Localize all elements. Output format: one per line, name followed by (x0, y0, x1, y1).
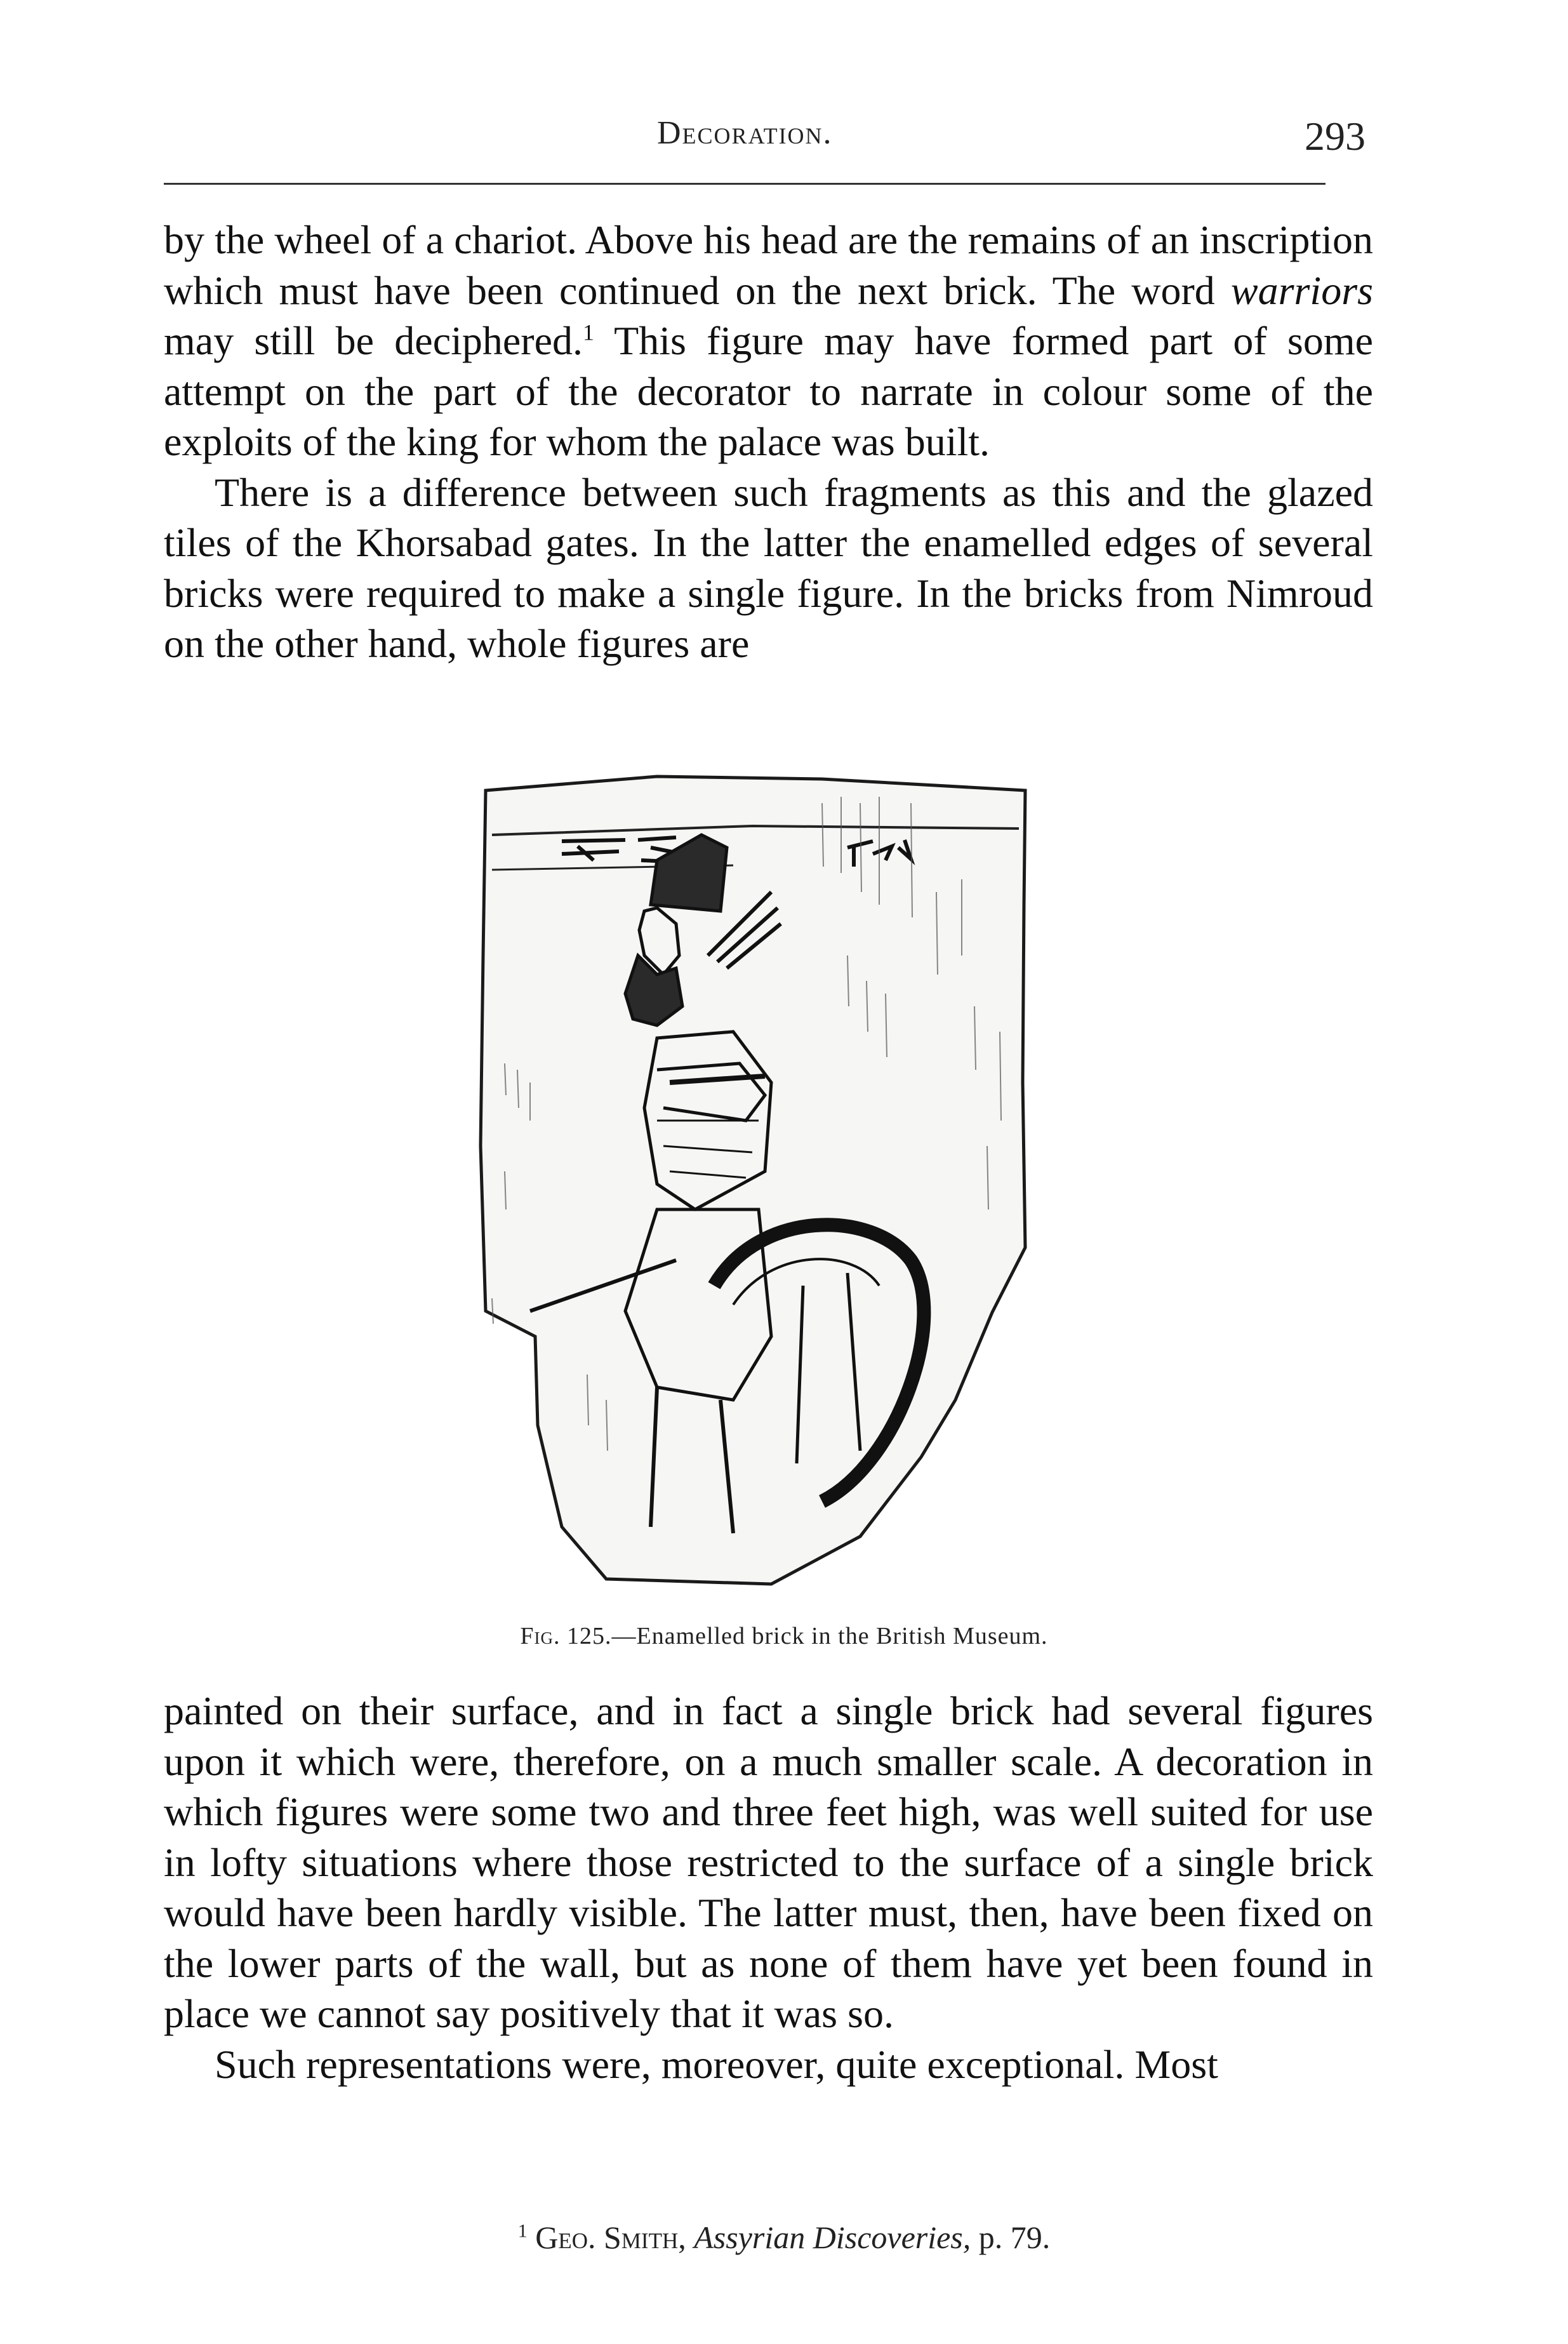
italic-word: warriors (1230, 267, 1373, 313)
footnote-title: Assyrian Discoveries, (694, 2220, 971, 2255)
paragraph: Such representations were, moreover, quite exceptional. Most (215, 2041, 1218, 2087)
caption-text: —Enamelled brick in the British Museum. (611, 1623, 1048, 1649)
paragraph-text: may still be deciphered. (164, 318, 583, 363)
footnote-author: Geo. Smith, (535, 2220, 686, 2255)
caption-label: Fig. 125. (520, 1623, 612, 1649)
figure-caption (0, 1622, 1568, 1650)
brick-outline (481, 776, 1025, 1584)
running-head (657, 114, 833, 152)
paragraph-text: This figure may have formed part of some attempt on the part of the decorator to narrate in colour some of the exploits of the king for whom the palace was built. (164, 318, 1374, 464)
paragraph-text: by the wheel of a chariot. Above his head are the remains of an inscription which must have been continued on the next brick. The word (164, 217, 1373, 313)
footnote-marker: 1 (517, 2220, 528, 2242)
footnote (0, 2219, 1568, 2256)
brick-illustration (467, 765, 1082, 1597)
running-title: Decoration. (657, 115, 833, 151)
footnote-reference: 1 (583, 319, 595, 345)
page-number: 293 (1305, 114, 1365, 159)
paragraph: There is a difference between such fragments as this and the glazed tiles of the Khorsabad gates. In the latter the enamelled edges of several bricks were required to make a single figure. In the bricks from Nimroud on the other hand, whole figures are (164, 469, 1373, 666)
paragraph (164, 215, 1373, 467)
footnote-page: p. 79. (978, 2220, 1051, 2255)
body-text-top (164, 215, 1373, 669)
paragraph: painted on their surface, and in fact a single brick had several figures upon it which were, therefore, on a much smaller scale. A decoration in which figures were some two and three feet high, was well suited for use in lofty situations where those restricted to the surface of a single brick would have been hardly visible. The latter must, then, have been fixed on the lower parts of the wall, but as none of them have yet been found in place we cannot say positively that it was so. (164, 1688, 1373, 2036)
figure-enamelled-brick (467, 765, 1082, 1597)
header-rule (164, 183, 1325, 185)
body-text-bottom (164, 1686, 1373, 2089)
